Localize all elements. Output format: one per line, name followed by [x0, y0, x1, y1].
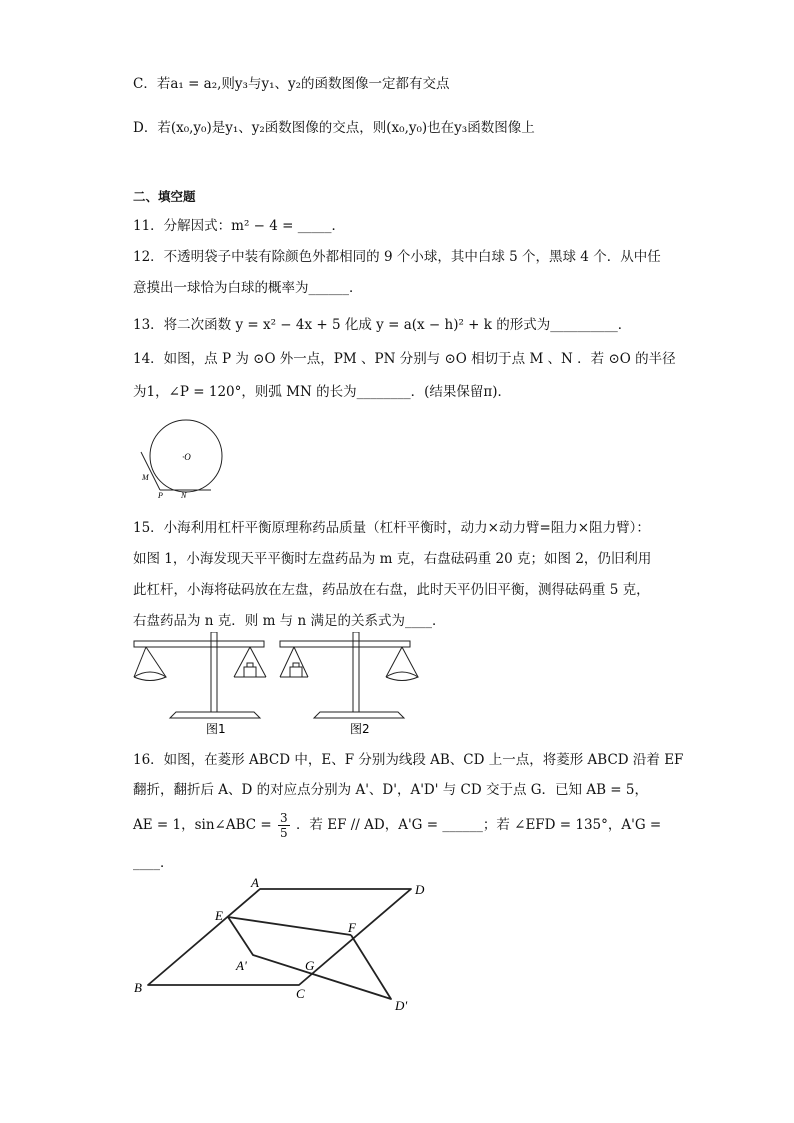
- label-m: M: [142, 473, 149, 482]
- option-d: D．若(x₀,y₀)是y₁、y₂函数图像的交点，则(x₀,y₀)也在y₃函数图像上: [133, 120, 535, 136]
- rhombus-abcd: [148, 889, 411, 985]
- q16-part1: AE = 1，sin∠ABC =: [133, 817, 272, 833]
- label-e: E: [215, 908, 223, 923]
- label-o: ·O: [182, 452, 191, 462]
- label-n: N: [181, 491, 187, 500]
- question-16-line3: [133, 811, 661, 840]
- option-c: C．若a₁ = a₂,则y₃与y₁、y₂的函数图像一定都有交点: [133, 76, 450, 92]
- label-d-prime: D': [395, 998, 408, 1013]
- question-15-line3: 此杠杆，小海将砝码放在左盘，药品放在右盘，此时天平仍旧平衡，测得砝码重 5 克，: [133, 582, 650, 598]
- question-15-line4: 右盘药品为 n 克．则 m 与 n 满足的关系式为____．: [133, 613, 446, 629]
- balance-1: [134, 632, 266, 718]
- caption-fig2: 图2: [350, 722, 370, 736]
- question-15-line1: 15．小海利用杠杆平衡原理称药品质量（杠杆平衡时，动力×动力臂=阻力×阻力臂）：: [133, 520, 650, 536]
- caption-fig1: 图1: [206, 722, 226, 736]
- question-14-line1: 14．如图，点 P 为 ⊙O 外一点，PM 、PN 分别与 ⊙O 相切于点 M 、N ．若 ⊙O 的半径: [133, 351, 676, 367]
- question-11: 11．分解因式：m² − 4 = _____．: [133, 218, 346, 234]
- label-c: C: [296, 986, 305, 1001]
- question-15-line2: 如图 1，小海发现天平平衡时左盘药品为 m 克，右盘砝码重 20 克；如图 2，仍旧利用: [133, 551, 652, 567]
- question-14-line2: 为1，∠P = 120°，则弧 MN 的长为________．(结果保留π)．: [133, 384, 512, 400]
- balance-2: [280, 632, 418, 718]
- label-a-prime: A': [236, 958, 247, 973]
- fraction-numerator: 3: [280, 811, 288, 825]
- label-f: F: [348, 920, 356, 935]
- figure-16: [126, 870, 426, 1020]
- label-p: P: [158, 491, 163, 500]
- section-title: 二、填空题: [133, 189, 196, 204]
- question-13: 13．将二次函数 y = x² − 4x + 5 化成 y = a(x − h)² + k 的形式为__________．: [133, 317, 632, 333]
- segment-ef: [228, 917, 351, 935]
- label-g: G: [305, 958, 315, 973]
- label-d: D: [415, 882, 425, 897]
- label-a: A: [251, 875, 259, 890]
- question-16-line1: 16．如图，在菱形 ABCD 中，E、F 分别为线段 AB、CD 上一点，将菱形 ABCD 沿着 EF: [133, 752, 684, 768]
- fraction-3-5: [278, 811, 290, 840]
- question-16-line2: 翻折，翻折后 A、D 的对应点分别为 A'、D'，A'D' 与 CD 交于点 G．已知 AB = 5，: [133, 782, 648, 798]
- question-12-line1: 12．不透明袋子中装有除颜色外都相同的 9 个小球，其中白球 5 个，黑球 4 个．从中任: [133, 249, 661, 265]
- question-16-line4: ____．: [133, 855, 174, 871]
- figure-15: [130, 632, 420, 738]
- label-b: B: [134, 980, 142, 995]
- fraction-denominator: 5: [280, 826, 288, 840]
- figure-14: [138, 418, 228, 502]
- question-12-line2: 意摸出一球恰为白球的概率为______．: [133, 280, 363, 296]
- q16-part2: ．若 EF // AD，A'G = ______；若 ∠EFD = 135°，A'G =: [295, 817, 662, 833]
